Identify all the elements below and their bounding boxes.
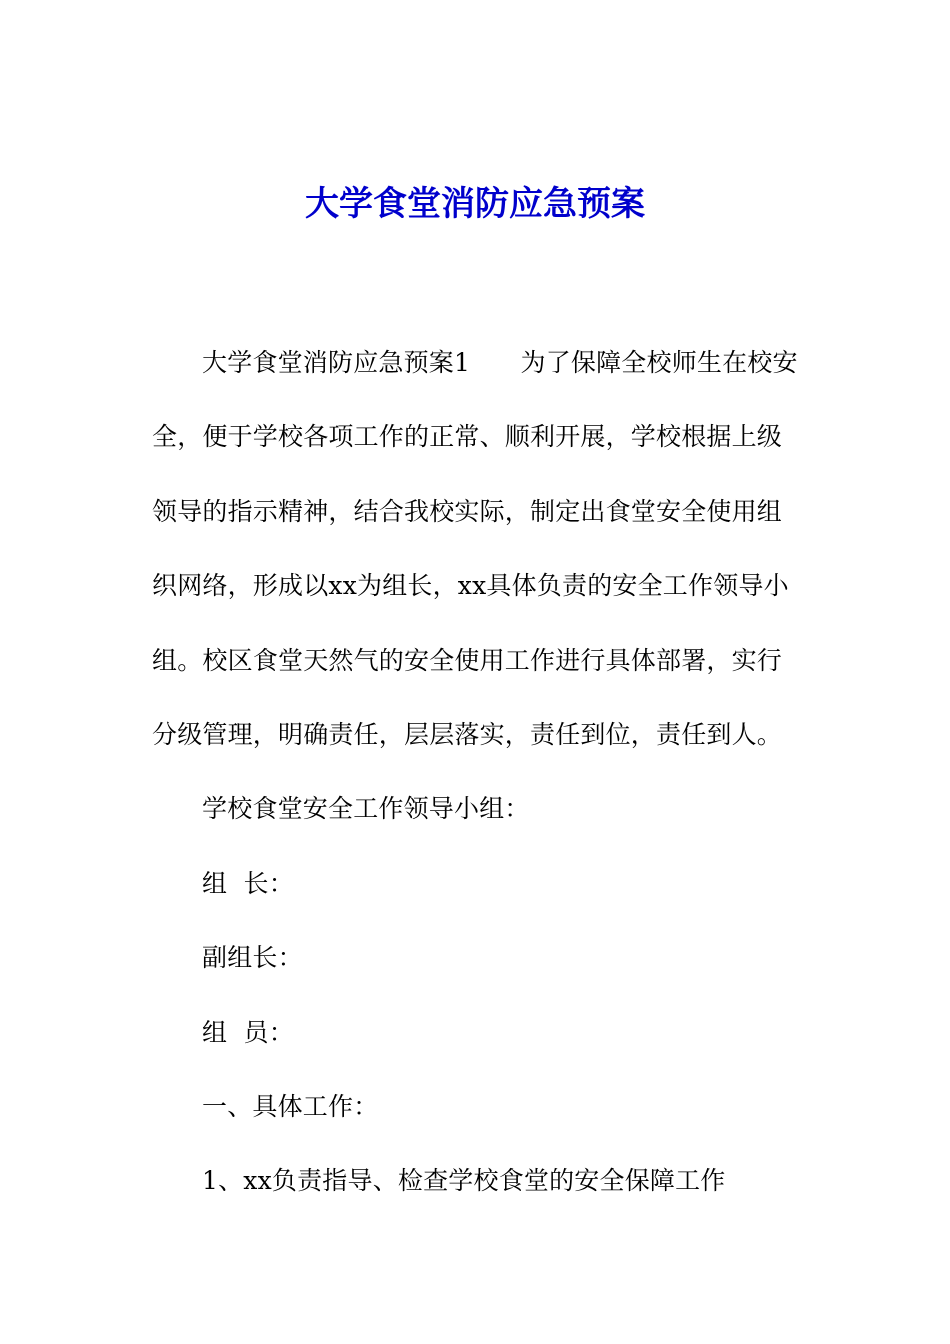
- document-title: 大学食堂消防应急预案: [305, 184, 645, 224]
- document-body: [152, 326, 800, 1219]
- paragraph-section-heading: 一、具体工作：: [202, 1092, 379, 1122]
- paragraph-group-heading: 学校食堂安全工作领导小组：: [202, 794, 530, 824]
- paragraph-intro: 大学食堂消防应急预案1 为了保障全校师生在校安全，便于学校各项工作的正常、顺利开展，学校根据上级领导的指示精神，结合我校实际，制定出食堂安全使用组织网络，形成以xx为组长，xx具体负责的安全工作领导小组。校区食堂天然气的安全使用工作进行具体部署，实行分级管理，明确责任，层层落实，责任到位，责任到人。: [152, 348, 798, 750]
- paragraph-deputy-leader: 副组长：: [202, 943, 303, 973]
- paragraph-item-1: 1、xx负责指导、检查学校食堂的安全保障工作: [202, 1166, 726, 1196]
- paragraph-leader: 组 长：: [202, 868, 294, 898]
- paragraph-members: 组 员：: [202, 1017, 294, 1047]
